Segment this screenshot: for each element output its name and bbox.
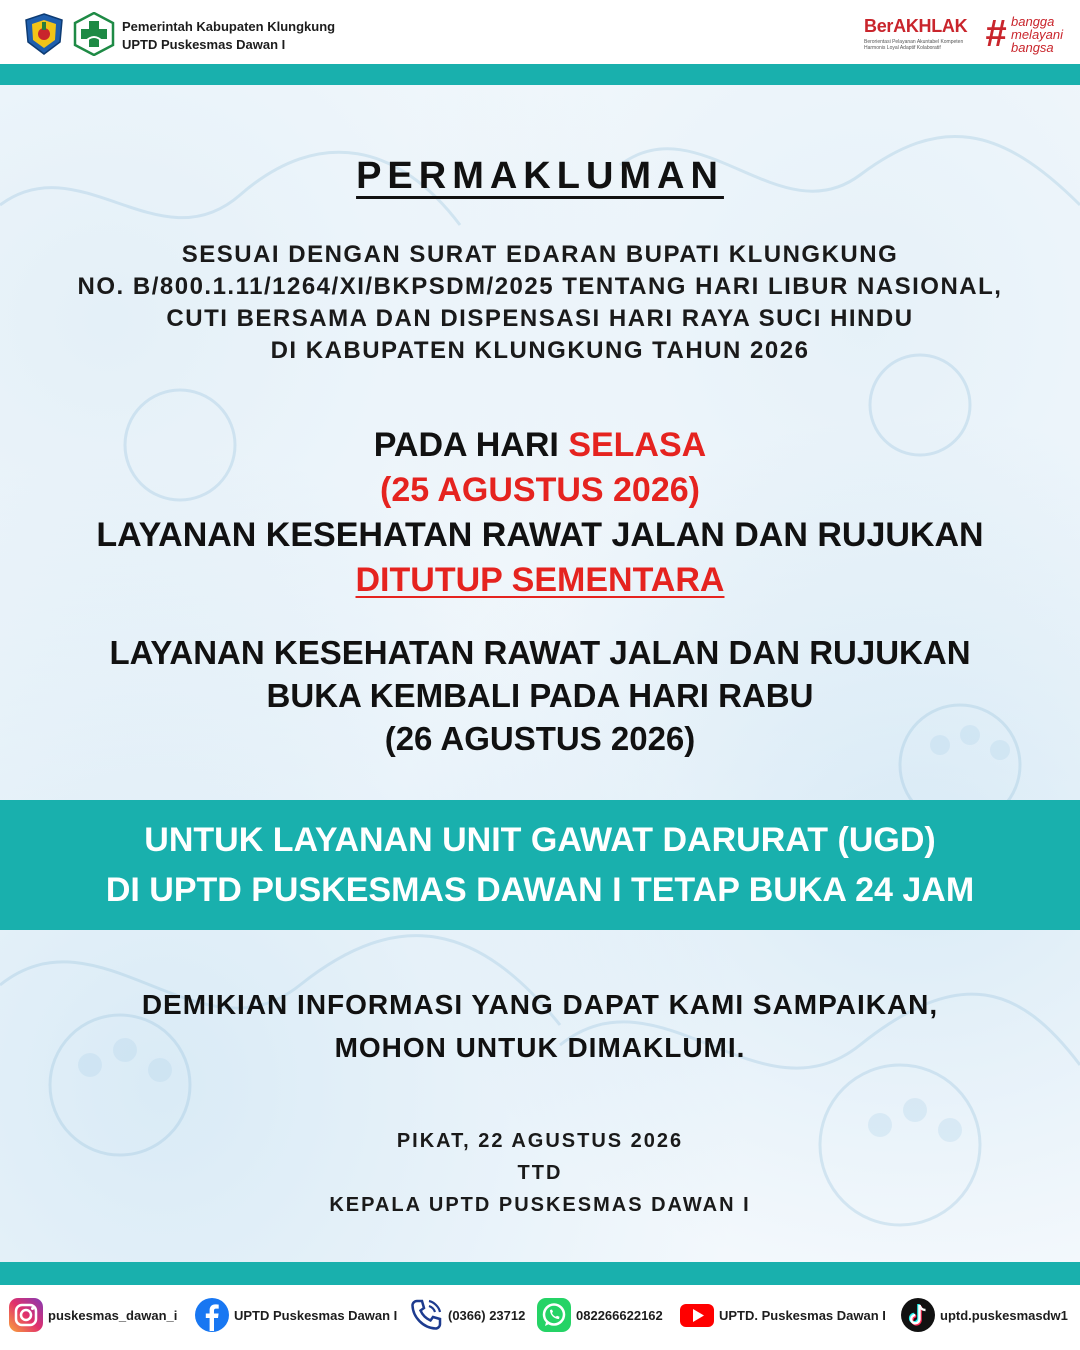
instagram-link[interactable] [8,1296,177,1334]
closing-statement [0,983,1080,1069]
closure-status-line [0,558,1080,603]
notice-body [0,85,1080,1262]
facebook-handle: UPTD Puskesmas Dawan I [234,1307,398,1323]
closure-announcement [0,423,1080,603]
berakhlak-wordmark: BerAKHLAK [864,16,968,36]
bangga-melayani-bangsa-wordmark [1011,15,1063,54]
melayani-word: melayani [1011,27,1064,42]
facebook-icon [194,1297,230,1333]
closing-line: DEMIKIAN INFORMASI YANG DAPAT KAMI SAMPAIKAN, [141,989,939,1020]
reopen-announcement [0,631,1080,760]
klungkung-regency-logo [22,12,66,56]
bangga-melayani-bangsa-logo [985,12,1075,58]
reopen-line: BUKA KEMBALI PADA HARI RABU [266,677,814,714]
phone-number: (0366) 23712 [448,1307,526,1323]
reopen-line: (26 AGUSTUS 2026) [384,720,696,757]
signature-ttd: TTD [517,1162,563,1184]
tiktok-link[interactable] [900,1296,1068,1334]
closure-day: SELASA [568,426,707,464]
notice-title [0,155,1080,198]
hashtag-icon: # [985,13,1007,55]
org-name-line2: UPTD Puskesmas Dawan I [122,37,286,52]
tiktok-handle: uptd.puskesmasdw1 [940,1307,1068,1323]
signature-title: KEPALA UPTD PUSKESMAS DAWAN I [329,1194,751,1216]
ugd-banner [0,800,1080,930]
bottom-teal-bar [0,1262,1080,1285]
reference-line: NO. B/800.1.11/1264/XI/BKPSDM/2025 TENTANG HARI LIBUR NASIONAL, [77,273,1003,300]
social-footer [0,1285,1080,1350]
tiktok-icon [900,1297,936,1333]
phone-link[interactable] [408,1296,525,1334]
closure-status: DITUTUP SEMENTARA [355,561,725,599]
org-name-line1: Pemerintah Kabupaten Klungkung [122,19,336,34]
instagram-icon [8,1297,44,1333]
instagram-handle: puskesmas_dawan_i [48,1307,178,1323]
bangga-word: bangga [1011,14,1055,29]
bangsa-word: bangsa [1011,40,1054,55]
reference-line: CUTI BERSAMA DAN DISPENSASI HARI RAYA SUCI HINDU [166,305,914,332]
berakhlak-tagline: Berorientasi Pelayanan Akuntabel Kompeten Harmonis Loyal Adaptif Kolaboratif [864,39,964,51]
youtube-link[interactable] [679,1296,886,1334]
closure-day-line [0,423,1080,468]
reference-line: SESUAI DENGAN SURAT EDARAN BUPATI KLUNGKUNG [181,241,899,268]
youtube-channel: UPTD. Puskesmas Dawan I [719,1307,886,1323]
signature-place-date: PIKAT, 22 AGUSTUS 2026 [396,1130,684,1152]
ugd-line: UNTUK LAYANAN UNIT GAWAT DARURAT (UGD) [144,821,936,859]
whatsapp-number: 082266622162 [576,1307,663,1323]
top-teal-bar [0,64,1080,85]
puskesmas-logo [73,12,115,56]
reference-line: DI KABUPATEN KLUNGKUNG TAHUN 2026 [270,337,810,364]
facebook-link[interactable] [194,1296,397,1334]
youtube-icon [679,1297,715,1333]
whatsapp-link[interactable] [536,1296,663,1334]
closure-day-prefix: PADA HARI [373,426,569,464]
closure-date: (25 AGUSTUS 2026) [380,471,700,509]
reopen-line: LAYANAN KESEHATAN RAWAT JALAN DAN RUJUKAN [109,634,971,671]
closure-service: LAYANAN KESEHATAN RAWAT JALAN DAN RUJUKAN [96,516,984,554]
header [0,0,1080,64]
closing-line: MOHON UNTUK DIMAKLUMI. [334,1032,746,1063]
whatsapp-icon [536,1297,572,1333]
berakhlak-logo [864,16,976,56]
reference-paragraph [0,239,1080,367]
phone-icon [408,1297,444,1333]
signature-block [0,1125,1080,1221]
notice-title-text: PERMAKLUMAN [356,155,724,197]
ugd-line: DI UPTD PUSKESMAS DAWAN I TETAP BUKA 24 JAM [105,871,975,909]
